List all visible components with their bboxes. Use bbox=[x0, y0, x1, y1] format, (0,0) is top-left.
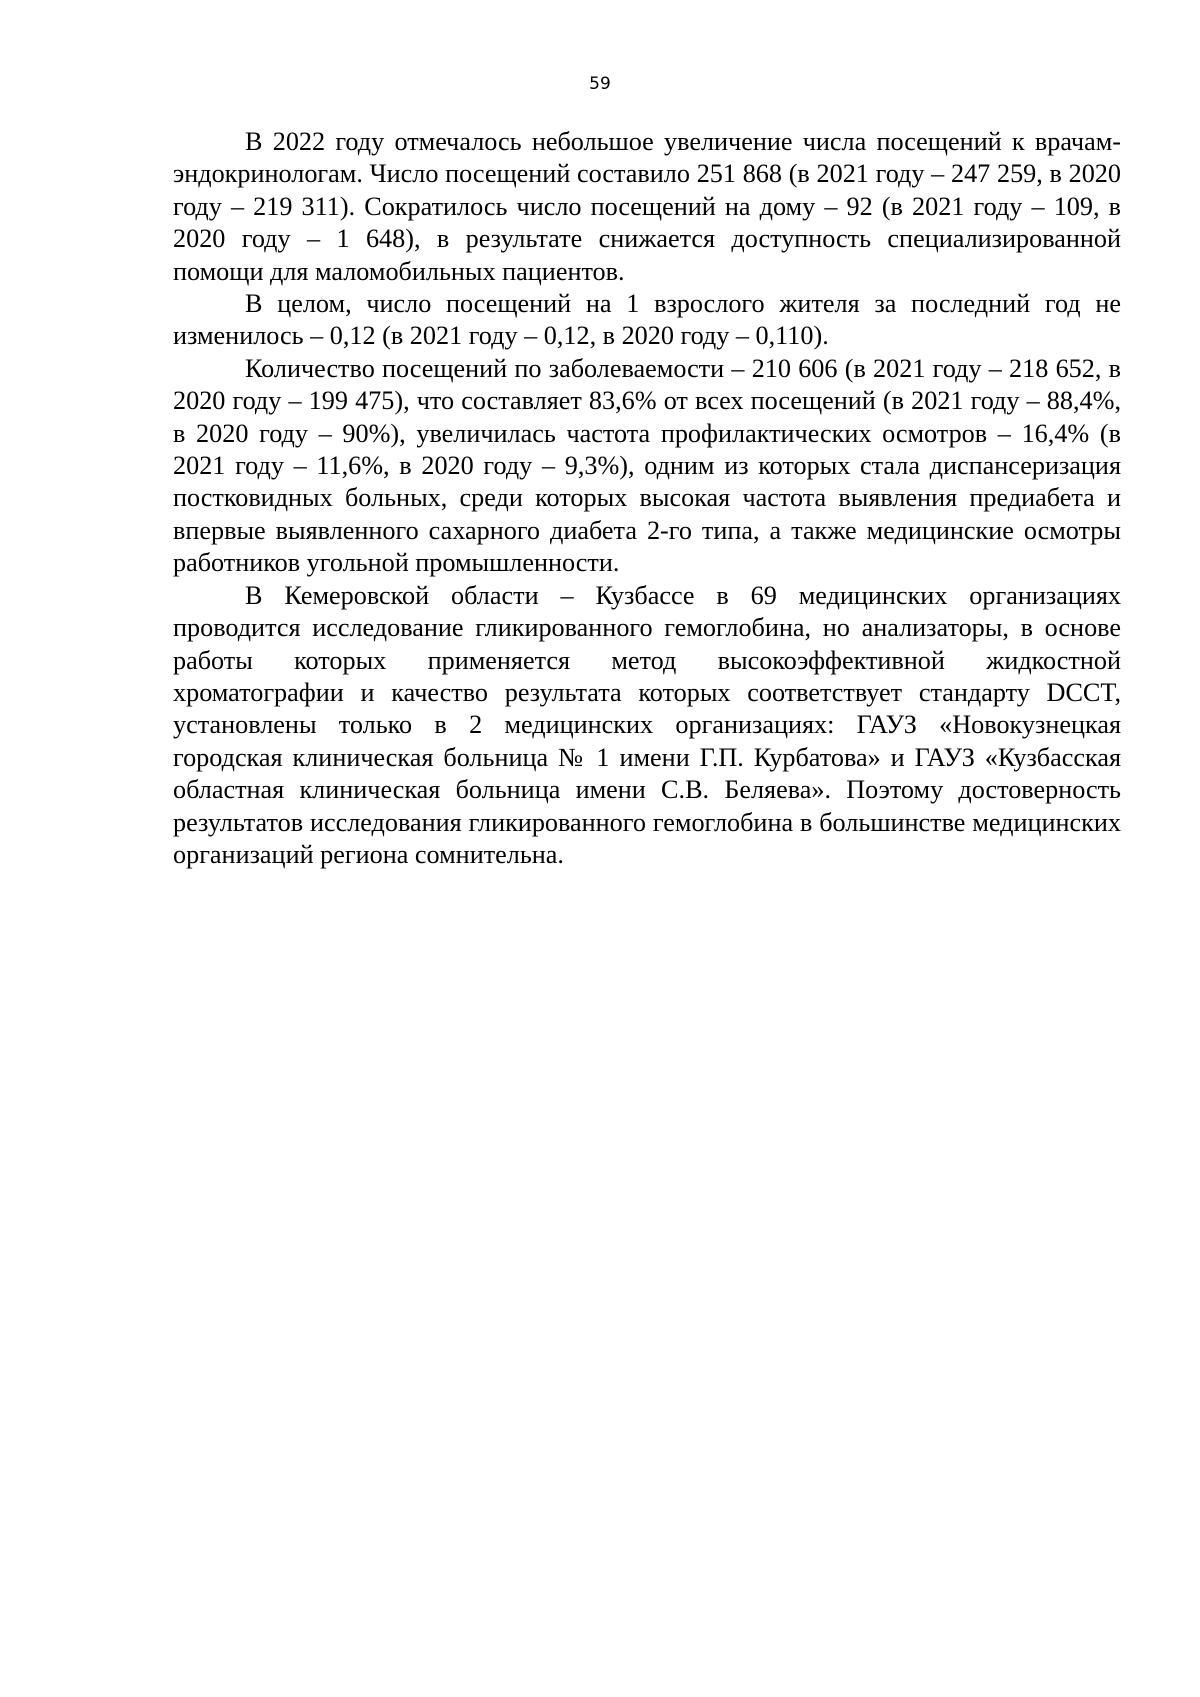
page-number: 59 bbox=[589, 74, 611, 94]
document-body bbox=[173, 126, 1121, 871]
paragraph-visits-per-resident: В целом, число посещений на 1 взрослого жителя за последний год не изменилось – 0,12 (в 2021 году – 0,12, в 2020 году – 0,110). bbox=[173, 289, 1121, 351]
paragraph-morbidity-visits: Количество посещений по заболеваемости – 210 606 (в 2021 году – 218 652, в 2020 году – 199 475), что составляет 83,6% от всех посещений (в 2021 году – 88,4%, в 2020 году – 90%), увеличилась частота профилактических осмотров – 16,4% (в 2021 году – 11,6%, в 2020 году – 9,3%), одним из которых стала диспансеризация постковидных больных, среди которых высокая частота выявления предиабета и впервые выявленного сахарного диабета 2-го типа, а также медицинские осмотры работников угольной промышленности. bbox=[173, 353, 1121, 578]
paragraph-endocrinologist-visits: В 2022 году отмечалось небольшое увеличение числа посещений к врачам-эндокринологам. Число посещений составило 251 868 (в 2021 году – 247 259, в 2020 году – 219 311). Сократилось число посещений на дому – 92 (в 2021 году – 109, в 2020 году – 1 648), в результате снижается доступность специализированной помощи для маломобильных пациентов. bbox=[173, 127, 1121, 286]
paragraph-glycated-hemoglobin: В Кемеровской области – Кузбассе в 69 медицинских организациях проводится исследование гликированного гемоглобина, но анализаторы, в основе работы которых применяется метод высокоэффективной жидкостной хроматографии и качество результата которых соответствует стандарту DCCT, установлены только в 2 медицинских организациях: ГАУЗ «Новокузнецкая городская клиническая больница № 1 имени Г.П. Курбатова» и ГАУЗ «Кузбасская областная клиническая больница имени С.В. Беляева». Поэтому достоверность результатов исследования гликированного гемоглобина в большинстве медицинских организаций региона сомнительна. bbox=[173, 580, 1121, 869]
